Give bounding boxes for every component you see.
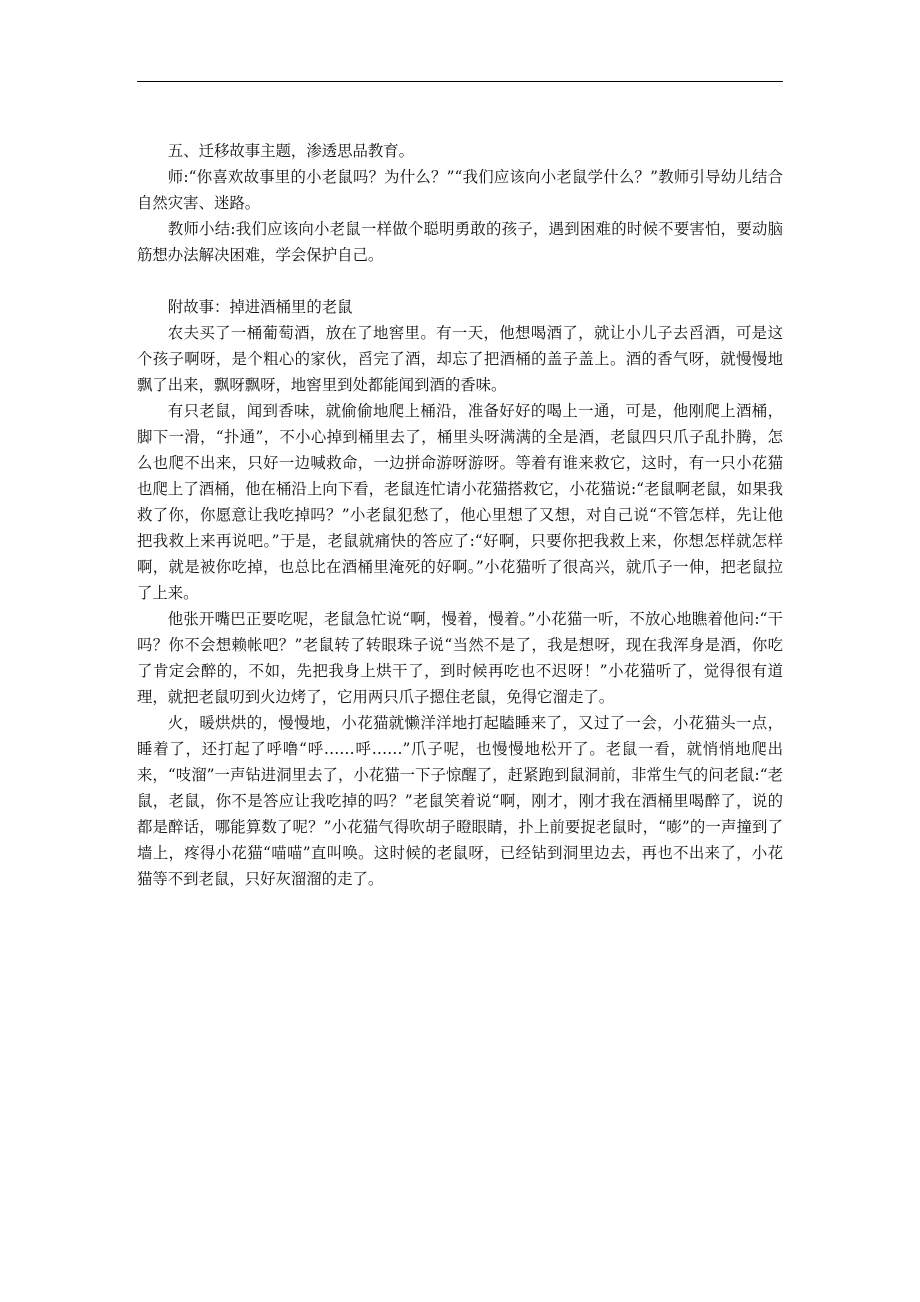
story-paragraph: 他张开嘴巴正要吃呢，老鼠急忙说“啊，慢着，慢着。”小花猫一听，不放心地瞧着他问:“干吗？你不会想赖帐吧？”老鼠转了转眼珠子说“当然不是了，我是想呀，现在我浑身是酒，你吃了肯定会醉的，不如，先把我身上烘干了，到时候再吃也不迟呀！”小花猫听了，觉得很有道理，就把老鼠叨到火边烤了，它用两只爪子摁住老鼠，免得它溜走了。 xyxy=(137,610,783,706)
header-rule xyxy=(137,81,783,82)
paragraph-gap xyxy=(137,268,783,294)
intro-paragraph-teacher-summary: 教师小结:我们应该向小老鼠一样做个聪明勇敢的孩子，遇到困难的时候不要害怕，要动脑筋想办法解决困难，学会保护自己。 xyxy=(137,220,783,264)
intro-paragraph-teacher-question: 师:“你喜欢故事里的小老鼠吗？为什么？”“我们应该向小老鼠学什么？”教师引导幼儿结合自然灾害、迷路。 xyxy=(137,168,783,212)
story-title: 附故事：掉进酒桶里的老鼠 xyxy=(167,298,353,316)
story-paragraph: 有只老鼠，闻到香味，就偷偷地爬上桶沿，准备好好的喝上一通，可是，他刚爬上酒桶，脚下一滑，“扑通”，不小心掉到桶里去了，桶里头呀满满的全是酒，老鼠四只爪子乱扑腾，怎么也爬不出来，只好一边喊救命，一边拼命游呀游呀。等着有谁来救它，这时，有一只小花猫也爬上了酒桶，他在桶沿上向下看，老鼠连忙请小花猫搭救它，小花猫说:“老鼠啊老鼠，如果我救了你，你愿意让我吃掉吗？”小老鼠犯愁了，他心里想了又想，对自己说“不管怎样，先让他把我救上来再说吧。”于是，老鼠就痛快的答应了:“好啊，只要你把我救上来，你想怎样就怎样啊，就是被你吃掉，也总比在酒桶里淹死的好啊。”小花猫听了很高兴，就爪子一伸，把老鼠拉了上来。 xyxy=(137,402,783,602)
story-paragraph: 火，暖烘烘的，慢慢地，小花猫就懒洋洋地打起瞌睡来了，又过了一会，小花猫头一点，睡着了，还打起了呼噜“呼……呼……”爪子呢，也慢慢地松开了。老鼠一看，就悄悄地爬出来，“吱溜”一声钻进洞里去了，小花猫一下子惊醒了，赶紧跑到鼠洞前，非常生气的问老鼠:“老鼠，老鼠，你不是答应让我吃掉的吗？”老鼠笑着说“啊，刚才，刚才我在酒桶里喝醉了，说的都是醉话，哪能算数了呢？”小花猫气得吹胡子瞪眼睛，扑上前要捉老鼠时，“嘭”的一声撞到了墙上，疼得小花猫“喵喵”直叫唤。这时候的老鼠呀，已经钻到洞里边去，再也不出来了，小花猫等不到老鼠，只好灰溜溜的走了。 xyxy=(137,714,783,888)
section-heading: 五、迁移故事主题，渗透思品教育。 xyxy=(167,142,415,160)
story-paragraph: 农夫买了一桶葡萄酒，放在了地窖里。有一天，他想喝酒了，就让小儿子去舀酒，可是这个孩子啊呀，是个粗心的家伙，舀完了酒，却忘了把酒桶的盖子盖上。酒的香气呀，就慢慢地飘了出来，飘呀飘呀，地窖里到处都能闻到酒的香味。 xyxy=(137,324,783,394)
document-body xyxy=(137,138,783,892)
